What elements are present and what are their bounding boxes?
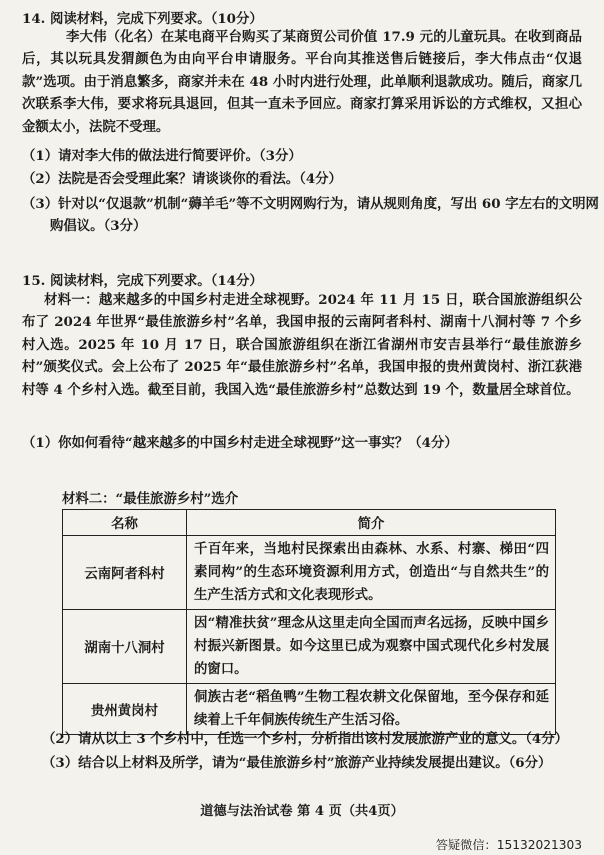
material-1-passage: 材料一：越来越多的中国乡村走进全球视野。2024 年 11 月 15 日，联合国旅游组织公布了 2024 年世界“最佳旅游乡村”名单，我国申报的云南阿者科村、湖南十八洞村等 7 个乡村入选。2025 年 10 月 17 日，联合国旅游组织在浙江省湖州市安吉县举行“最佳旅游乡村”颁奖仪式。会上公布了 2025 年“最佳旅游乡村”名单，我国申报的贵州黄岗村、浙江荻港村等 4 个乡村入选。截至目前，我国入选“最佳旅游乡村”总数达到 19 个，数量居全球首位。 xyxy=(22,292,582,398)
question-15-sub-2: （2）请从以上 3 个乡村中，任选一个乡村，分析指出该村发展旅游产业的意义。（4分） xyxy=(42,731,569,747)
question-14-sub-1: （1）请对李大伟的做法进行简要评价。（3分） xyxy=(22,148,302,164)
table-header-intro: 简介 xyxy=(187,510,556,536)
material-2-caption: 材料二：“最佳旅游乡村”选介 xyxy=(62,491,239,507)
table-row xyxy=(63,610,556,684)
question-15-sub-3: （3）结合以上材料及所学，请为“最佳旅游乡村”旅游产业持续发展提出建议。（6分） xyxy=(42,755,552,771)
village-intro: 侗族古老“稻鱼鸭”生物工程农耕文化保留地，至今保存和延续着上千年侗族传统生产生活习俗。 xyxy=(187,684,556,735)
table-header-row xyxy=(63,510,556,536)
village-name: 湖南十八洞村 xyxy=(63,610,187,684)
village-name: 贵州黄岗村 xyxy=(63,684,187,735)
question-15-heading: 15. 阅读材料，完成下列要求。（14分） xyxy=(22,273,263,289)
table-row xyxy=(63,536,556,610)
contact-watermark: 答疑微信：15132021303 xyxy=(435,838,582,852)
village-name: 云南阿者科村 xyxy=(63,536,187,610)
village-intro: 千百年来，当地村民探索出由森林、水系、村寨、梯田“四素同构”的生态环境资源利用方式，创造出“与自然共生”的生产生活方式和文化表现形式。 xyxy=(187,536,556,610)
question-14-passage: 李大伟（化名）在某电商平台购买了某商贸公司价值 17.9 元的儿童玩具。在收到商品后，其以玩具发猬颜色为由向平台申请服务。平台向其推送售后链接后，李大伟点击“仅退款”选项。由于消息繁多，商家并未在 48 小时内进行处理，此单顺利退款成功。随后，商家几次联系李大伟，要求将玩具退回，但其一直未予回应。商家打算采用诉讼的方式维权，又担心金额太小，法院不受理。 xyxy=(22,29,582,135)
village-intro: 因“精准扶贫”理念从这里走向全国而声名远扬，反映中国乡村振兴新图景。如今这里已成为观察中国式现代化乡村发展的窗口。 xyxy=(187,610,556,684)
table-header-name: 名称 xyxy=(63,510,187,536)
table-row xyxy=(63,684,556,735)
question-15-sub-1: （1）你如何看待“越来越多的中国乡村走进全球视野”这一事实？（4分） xyxy=(22,435,458,451)
villages-table xyxy=(62,509,556,735)
question-14-sub-3: （3）针对以“仅退款”机制“薅羊毛”等不文明网购行为，请从规则角度，写出 60 字左右的文明网购倡议。（3分） xyxy=(22,196,599,234)
page-footer: 道德与法治试卷 第 4 页（共4页） xyxy=(200,804,404,819)
question-14-sub-2: （2）法院是否会受理此案？请谈谈你的看法。（4分） xyxy=(22,171,342,187)
question-14-heading: 14. 阅读材料，完成下列要求。（10分） xyxy=(22,11,263,27)
